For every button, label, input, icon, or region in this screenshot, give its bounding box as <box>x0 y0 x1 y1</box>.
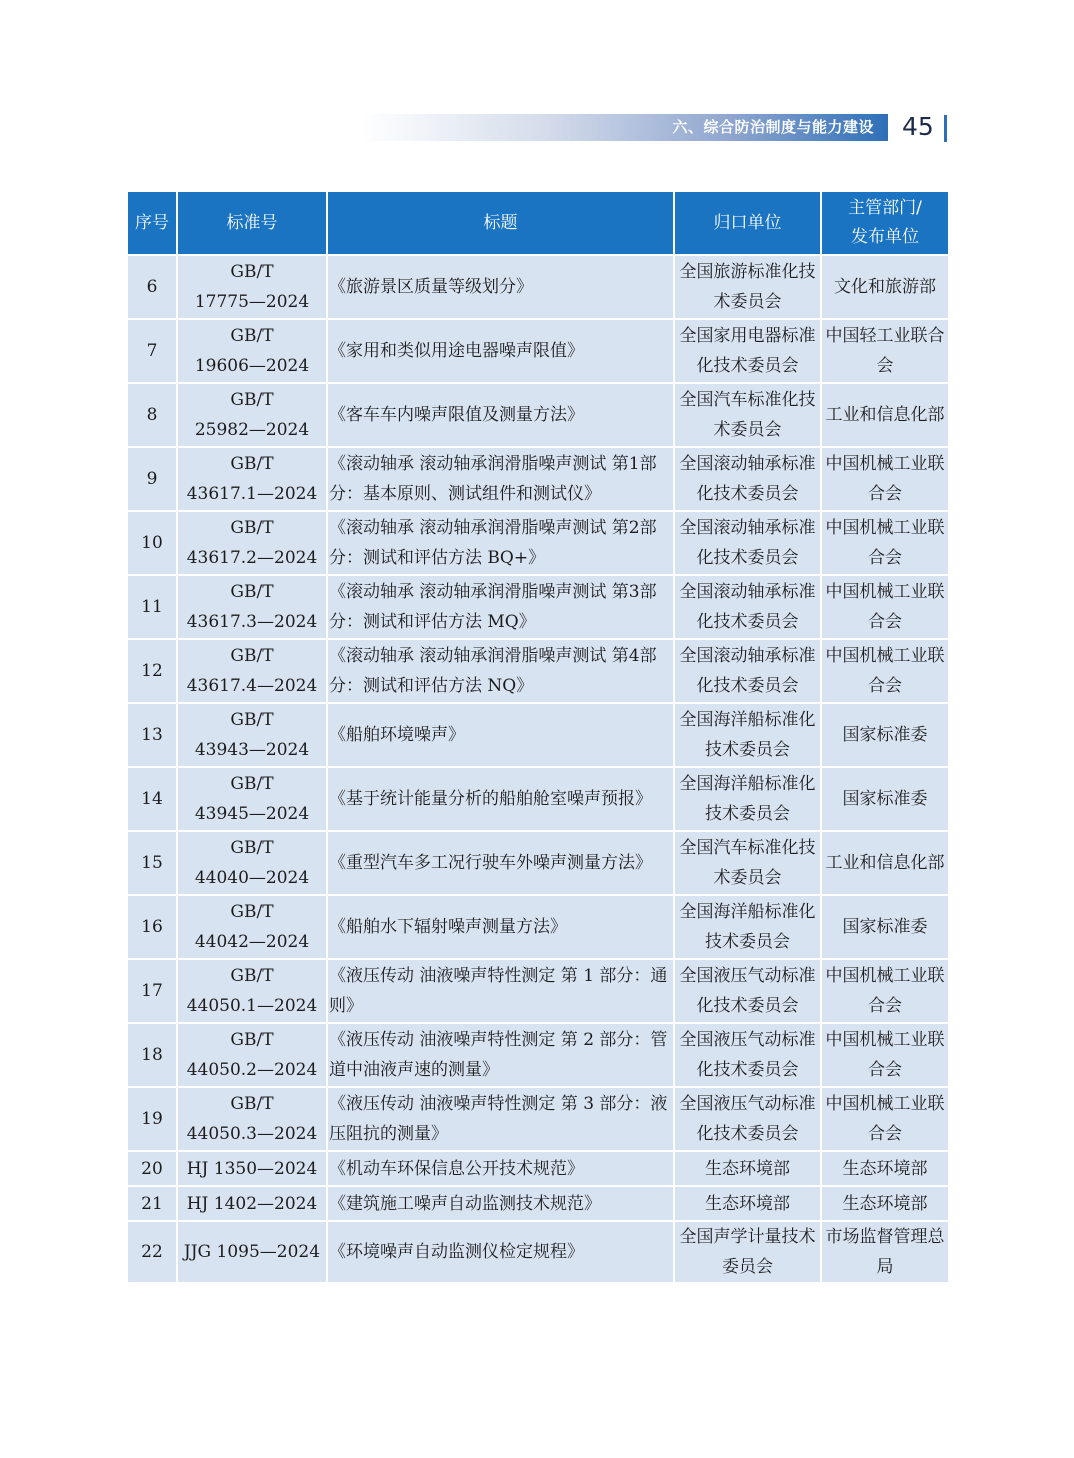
cell-std <box>177 575 327 639</box>
cell-dept: 中国机械工业联合会 <box>821 511 949 575</box>
cell-dept: 国家标准委 <box>821 767 949 831</box>
col-header-unit: 归口单位 <box>674 191 821 255</box>
table-row <box>127 575 949 639</box>
cell-std <box>177 895 327 959</box>
table-row <box>127 1151 949 1186</box>
cell-no: 11 <box>127 575 177 639</box>
cell-no: 15 <box>127 831 177 895</box>
cell-std-number: 44050.3—2024 <box>186 1124 318 1144</box>
cell-title: 《环境噪声自动监测仪检定规程》 <box>327 1221 674 1283</box>
cell-std <box>177 447 327 511</box>
cell-std <box>177 767 327 831</box>
cell-no: 17 <box>127 959 177 1023</box>
cell-dept: 中国机械工业联合会 <box>821 1023 949 1087</box>
cell-std-prefix: GB/T <box>230 902 274 922</box>
cell-title: 《客车车内噪声限值及测量方法》 <box>327 383 674 447</box>
cell-no: 10 <box>127 511 177 575</box>
cell-std-number: 17775—2024 <box>194 292 310 312</box>
cell-std-prefix: GB/T <box>230 262 274 282</box>
table-row <box>127 319 949 383</box>
cell-no: 8 <box>127 383 177 447</box>
cell-std <box>177 1087 327 1151</box>
table-row <box>127 1023 949 1087</box>
cell-unit: 全国海洋船标准化技术委员会 <box>674 895 821 959</box>
cell-title: 《滚动轴承 滚动轴承润滑脂噪声测试 第3部分：测试和评估方法 MQ》 <box>327 575 674 639</box>
cell-std-number: 44050.1—2024 <box>186 996 318 1016</box>
cell-title: 《液压传动 油液噪声特性测定 第 3 部分：液压阻抗的测量》 <box>327 1087 674 1151</box>
cell-no: 14 <box>127 767 177 831</box>
cell-unit: 全国家用电器标准化技术委员会 <box>674 319 821 383</box>
cell-title: 《滚动轴承 滚动轴承润滑脂噪声测试 第2部分：测试和评估方法 BQ+》 <box>327 511 674 575</box>
col-header-no: 序号 <box>127 191 177 255</box>
table-body <box>127 255 949 1283</box>
cell-dept: 中国机械工业联合会 <box>821 1087 949 1151</box>
cell-std <box>177 959 327 1023</box>
cell-no: 12 <box>127 639 177 703</box>
table-row <box>127 639 949 703</box>
cell-std-prefix: GB/T <box>230 646 274 666</box>
cell-unit: 全国汽车标准化技术委员会 <box>674 831 821 895</box>
table-row <box>127 831 949 895</box>
cell-std-prefix: GB/T <box>230 774 274 794</box>
cell-dept: 文化和旅游部 <box>821 255 949 319</box>
cell-title: 《船舶环境噪声》 <box>327 703 674 767</box>
cell-no: 9 <box>127 447 177 511</box>
standards-table <box>126 190 950 1284</box>
cell-std: HJ 1402—2024 <box>177 1186 327 1221</box>
cell-std-number: 43943—2024 <box>194 740 310 760</box>
cell-unit: 全国滚动轴承标准化技术委员会 <box>674 447 821 511</box>
cell-std-prefix: GB/T <box>230 454 274 474</box>
cell-title: 《液压传动 油液噪声特性测定 第 2 部分：管道中油液声速的测量》 <box>327 1023 674 1087</box>
cell-no: 18 <box>127 1023 177 1087</box>
cell-unit: 全国液压气动标准化技术委员会 <box>674 1023 821 1087</box>
cell-std-number: 43617.2—2024 <box>186 548 318 568</box>
cell-std <box>177 1023 327 1087</box>
cell-no: 6 <box>127 255 177 319</box>
cell-title: 《旅游景区质量等级划分》 <box>327 255 674 319</box>
cell-std <box>177 319 327 383</box>
cell-no: 7 <box>127 319 177 383</box>
cell-std-prefix: GB/T <box>230 710 274 730</box>
cell-dept: 中国轻工业联合会 <box>821 319 949 383</box>
table-row <box>127 1186 949 1221</box>
col-header-title: 标题 <box>327 191 674 255</box>
table-row <box>127 959 949 1023</box>
cell-unit: 全国液压气动标准化技术委员会 <box>674 1087 821 1151</box>
page-number: 45 <box>902 112 934 141</box>
cell-std-number: 44040—2024 <box>194 868 310 888</box>
cell-unit: 全国海洋船标准化技术委员会 <box>674 767 821 831</box>
table-row <box>127 703 949 767</box>
cell-unit: 全国海洋船标准化技术委员会 <box>674 703 821 767</box>
cell-std-prefix: GB/T <box>230 1030 274 1050</box>
cell-dept: 生态环境部 <box>821 1186 949 1221</box>
cell-std <box>177 255 327 319</box>
table-row <box>127 895 949 959</box>
cell-std-number: 43617.4—2024 <box>186 676 318 696</box>
cell-std-prefix: GB/T <box>230 966 274 986</box>
cell-unit: 全国声学计量技术委员会 <box>674 1221 821 1283</box>
cell-unit: 全国旅游标准化技术委员会 <box>674 255 821 319</box>
cell-dept: 中国机械工业联合会 <box>821 639 949 703</box>
cell-unit: 全国滚动轴承标准化技术委员会 <box>674 639 821 703</box>
cell-title: 《建筑施工噪声自动监测技术规范》 <box>327 1186 674 1221</box>
cell-unit: 生态环境部 <box>674 1151 821 1186</box>
cell-title: 《机动车环保信息公开技术规范》 <box>327 1151 674 1186</box>
cell-std-number: 19606—2024 <box>194 356 310 376</box>
cell-title: 《家用和类似用途电器噪声限值》 <box>327 319 674 383</box>
cell-std <box>177 511 327 575</box>
cell-unit: 生态环境部 <box>674 1186 821 1221</box>
table-row <box>127 255 949 319</box>
cell-std-prefix: GB/T <box>230 1094 274 1114</box>
col-header-dept-line1: 主管部门/ <box>848 198 922 218</box>
cell-no: 16 <box>127 895 177 959</box>
cell-std-prefix: GB/T <box>230 390 274 410</box>
col-header-dept-line2: 发布单位 <box>851 227 919 247</box>
table-row <box>127 447 949 511</box>
cell-std: HJ 1350—2024 <box>177 1151 327 1186</box>
cell-std-prefix: GB/T <box>230 518 274 538</box>
cell-no: 22 <box>127 1221 177 1283</box>
table-header-row <box>127 191 949 255</box>
cell-title: 《重型汽车多工况行驶车外噪声测量方法》 <box>327 831 674 895</box>
cell-std: JJG 1095—2024 <box>177 1221 327 1283</box>
cell-dept: 工业和信息化部 <box>821 383 949 447</box>
cell-dept: 中国机械工业联合会 <box>821 447 949 511</box>
cell-unit: 全国液压气动标准化技术委员会 <box>674 959 821 1023</box>
cell-title: 《滚动轴承 滚动轴承润滑脂噪声测试 第1部分：基本原则、测试组件和测试仪》 <box>327 447 674 511</box>
cell-std <box>177 383 327 447</box>
cell-std <box>177 831 327 895</box>
cell-dept: 中国机械工业联合会 <box>821 575 949 639</box>
cell-dept: 工业和信息化部 <box>821 831 949 895</box>
cell-no: 13 <box>127 703 177 767</box>
cell-no: 21 <box>127 1186 177 1221</box>
cell-std-number: 43617.3—2024 <box>186 612 318 632</box>
cell-std-number: 43945—2024 <box>194 804 310 824</box>
table-row <box>127 511 949 575</box>
cell-std-number: 44042—2024 <box>194 932 310 952</box>
cell-unit: 全国汽车标准化技术委员会 <box>674 383 821 447</box>
cell-dept: 国家标准委 <box>821 895 949 959</box>
cell-title: 《滚动轴承 滚动轴承润滑脂噪声测试 第4部分：测试和评估方法 NQ》 <box>327 639 674 703</box>
table-row <box>127 1087 949 1151</box>
table-row <box>127 383 949 447</box>
cell-dept: 中国机械工业联合会 <box>821 959 949 1023</box>
col-header-std: 标准号 <box>177 191 327 255</box>
cell-std <box>177 703 327 767</box>
cell-unit: 全国滚动轴承标准化技术委员会 <box>674 511 821 575</box>
cell-std-number: 43617.1—2024 <box>186 484 318 504</box>
table-row <box>127 1221 949 1283</box>
cell-std-prefix: GB/T <box>230 326 274 346</box>
cell-dept: 生态环境部 <box>821 1151 949 1186</box>
cell-dept: 国家标准委 <box>821 703 949 767</box>
cell-std-prefix: GB/T <box>230 838 274 858</box>
cell-title: 《液压传动 油液噪声特性测定 第 1 部分：通则》 <box>327 959 674 1023</box>
cell-no: 19 <box>127 1087 177 1151</box>
cell-dept: 市场监督管理总局 <box>821 1221 949 1283</box>
page-number-bar <box>944 115 947 142</box>
cell-std <box>177 639 327 703</box>
cell-title: 《船舶水下辐射噪声测量方法》 <box>327 895 674 959</box>
cell-std-prefix: GB/T <box>230 582 274 602</box>
section-title: 六、综合防治制度与能力建设 <box>672 118 874 136</box>
cell-no: 20 <box>127 1151 177 1186</box>
cell-std-number: 44050.2—2024 <box>186 1060 318 1080</box>
table-row <box>127 767 949 831</box>
col-header-dept <box>821 191 949 255</box>
cell-unit: 全国滚动轴承标准化技术委员会 <box>674 575 821 639</box>
cell-title: 《基于统计能量分析的船舶舱室噪声预报》 <box>327 767 674 831</box>
cell-std-number: 25982—2024 <box>194 420 310 440</box>
